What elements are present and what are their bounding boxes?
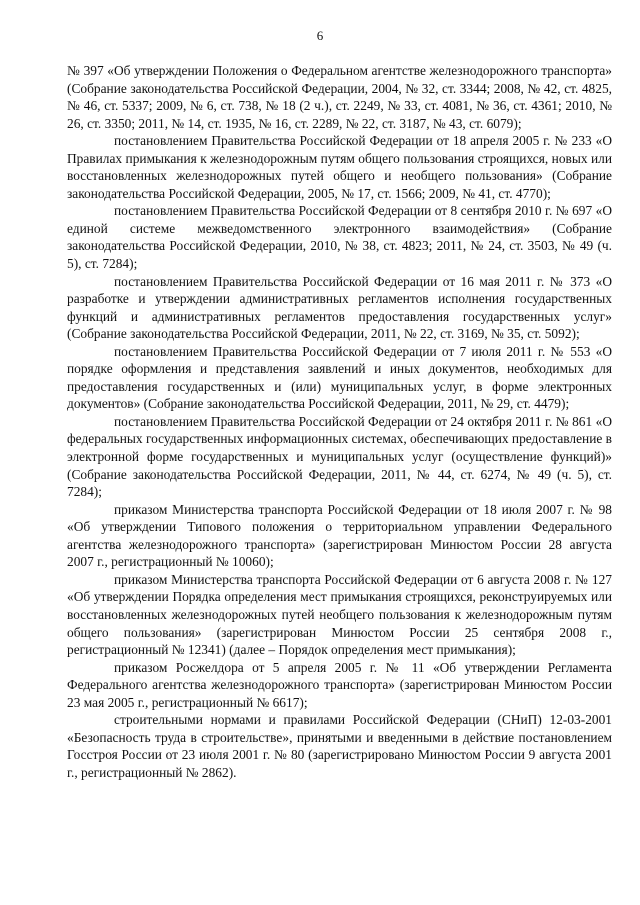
paragraph: постановлением Правительства Российской Федерации от 24 октября 2011 г. № 861 «О федеральных государственных информационных системах, обеспечивающих предоставление в электронной форме государственных и муниципальных услуг (осуществление функций)» (Собрание законодательства Российской Федерации, 2011, № 44, ст. 6274, № 49 (ч. 5), ст. 7284); xyxy=(67,413,612,500)
paragraph: постановлением Правительства Российской Федерации от 8 сентября 2010 г. № 697 «О единой системе межведомственного электронного взаимодействия» (Собрание законодательства Российской Федерации, 2010, № 38, ст. 4823; 2011, № 24, ст. 3503, № 49 (ч. 5), ст. 7284); xyxy=(67,203,612,272)
paragraph: приказом Министерства транспорта Российской Федерации от 6 августа 2008 г. № 127 «Об утверждении Порядка определения мест примыкания строящихся, реконструируемых или восстановленных железнодорожных путей необщего пользования к железнодорожным путям общего пользования» (зарегистрирован Минюстом России 25 сентября 2008 г., регистрационный № 12341) (далее – Порядок определения мест примыкания); xyxy=(67,571,612,658)
paragraph: постановлением Правительства Российской Федерации от 7 июля 2011 г. № 553 «О порядке оформления и представления заявлений и иных документов, необходимых для предоставления государственных и (или) муниципальных услуг, в форме электронных документов» (Собрание законодательства Российской Федерации, 2011, № 29, ст. 4479); xyxy=(67,343,612,412)
paragraph: строительными нормами и правилами Российской Федерации (СНиП) 12-03-2001 «Безопасность труда в строительстве», принятыми и введенными в действие постановлением Госстроя России от 23 июля 2001 г. № 80 (зарегистрировано Минюстом России 9 августа 2001 г., регистрационный № 2862). xyxy=(67,712,612,780)
paragraph: приказом Министерства транспорта Российской Федерации от 18 июля 2007 г. № 98 «Об утверждении Типового положения о территориальном управлении Федерального агентства железнодорожного транспорта» (зарегистрирован Минюстом России 28 августа 2007 г., регистрационный № 10060); xyxy=(67,501,612,570)
paragraph: постановлением Правительства Российской Федерации от 16 мая 2011 г. № 373 «О разработке и утверждении административных регламентов исполнения государственных функций и административных регламентов предоставления государственных услуг» (Собрание законодательства Российской Федерации, 2011, № 22, ст. 3169, № 35, ст. 5092); xyxy=(67,273,612,342)
paragraph: постановлением Правительства Российской Федерации от 18 апреля 2005 г. № 233 «О Правилах примыкания к железнодорожным путям общего пользования строящихся, новых или восстановленных железнодорожных путей общего и необщего пользования» (Собрание законодательства Российской Федерации, 2005, № 17, ст. 1566; 2009, № 41, ст. 4770); xyxy=(67,133,612,201)
page-number: 6 xyxy=(316,28,324,43)
paragraph: приказом Росжелдора от 5 апреля 2005 г. № 11 «Об утверждении Регламента Федерального агентства железнодорожного транспорта» (зарегистрирован Минюстом России 23 мая 2005 г., регистрационный № 6617); xyxy=(67,659,612,710)
paragraph: № 397 «Об утверждении Положения о Федеральном агентстве железнодорожного транспорта» (Собрание законодательства Российской Федерации, 2004, № 32, ст. 3344; 2008, № 42, ст. 4825, № 46, ст. 5337; 2009, № 6, ст. 738, № 18 (2 ч.), ст. 2249, № 33, ст. 4081, № 36, ст. 4361; 2010, № 26, ст. 3350; 2011, № 14, ст. 1935, № 16, ст. 2289, № 22, ст. 3187, № 43, ст. 6079); xyxy=(67,63,612,131)
document-body xyxy=(67,62,612,781)
